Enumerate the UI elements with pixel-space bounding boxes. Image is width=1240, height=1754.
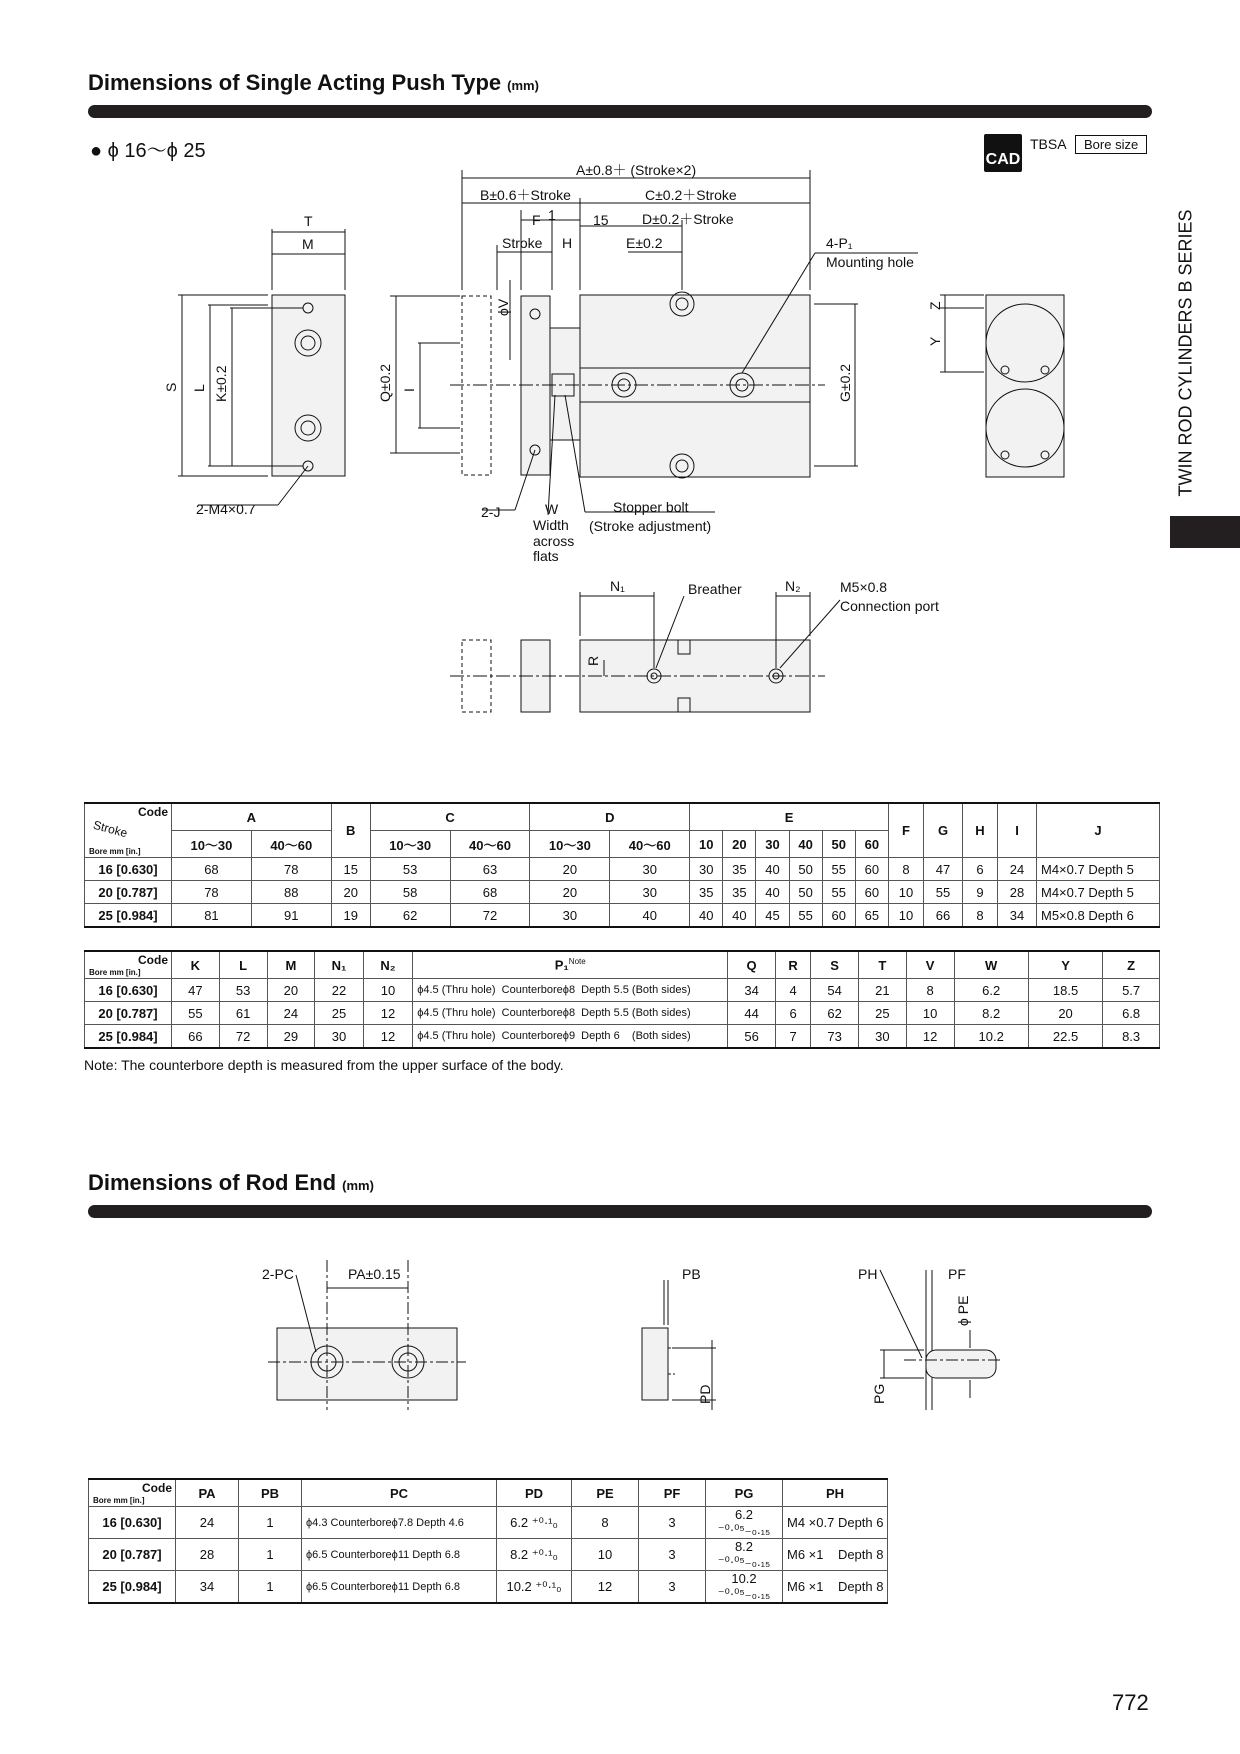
cell: 8 xyxy=(906,979,954,1002)
cad-badge-text: CAD xyxy=(985,151,1021,168)
col-pc: PC xyxy=(302,1479,497,1507)
cell: ϕ4.3 Counterboreϕ7.8 Depth 4.6 xyxy=(302,1507,497,1539)
section-title-text: Dimensions of Single Acting Push Type xyxy=(88,70,502,95)
table-row xyxy=(85,904,1160,928)
col-pf: PF xyxy=(639,1479,706,1507)
cell: 20 xyxy=(1028,1002,1102,1025)
label-pd: PD xyxy=(697,1384,713,1404)
label-mounting-hole: Mounting hole xyxy=(826,254,914,270)
cell: 16 [0.630] xyxy=(85,858,172,881)
cell: 3 xyxy=(639,1507,706,1539)
cell: 24 xyxy=(267,1002,315,1025)
cell: 54 xyxy=(811,979,859,1002)
corner-bore: Bore mm [in.] xyxy=(89,968,141,977)
table-row xyxy=(85,881,1160,904)
table2-corner xyxy=(85,951,172,979)
col-pg: PG xyxy=(706,1479,783,1507)
rod-end-table xyxy=(88,1478,888,1604)
corner-bore: Bore mm [in.] xyxy=(89,847,141,856)
col-s: S xyxy=(811,951,859,979)
corner-stroke: Stroke xyxy=(91,817,129,841)
col-a: A xyxy=(172,803,332,831)
sub-e50: 50 xyxy=(822,831,855,858)
cell: 73 xyxy=(811,1025,859,1049)
cell: 8.3 xyxy=(1103,1025,1160,1049)
cell: 45 xyxy=(756,904,789,928)
rod-end-drawing xyxy=(0,1240,1240,1440)
section-title-text: Dimensions of Rod End xyxy=(88,1170,337,1195)
label-k: K±0.2 xyxy=(213,365,229,402)
label-i: I xyxy=(401,388,417,392)
cell: M4×0.7 Depth 5 xyxy=(1037,858,1160,881)
cell: 20 xyxy=(530,881,610,904)
label-stroke-adjustment: (Stroke adjustment) xyxy=(589,518,712,534)
cell: 25 [0.984] xyxy=(85,904,172,928)
sub-c1: 10～30 xyxy=(370,831,450,858)
label-e: E±0.2 xyxy=(626,235,663,251)
cell: 34 xyxy=(176,1571,239,1604)
section-unit: (mm) xyxy=(507,78,539,93)
cell: 7 xyxy=(775,1025,810,1049)
sub-d1: 10～30 xyxy=(530,831,610,858)
label-r: R xyxy=(585,655,601,666)
cell: 50 xyxy=(789,881,822,904)
col-p1 xyxy=(413,951,728,979)
label-w: W xyxy=(545,501,559,517)
cell: 6.2 xyxy=(954,979,1028,1002)
cell: 4 xyxy=(775,979,810,1002)
cell: 6.2 ⁺⁰·¹₀ xyxy=(497,1507,572,1539)
cell: 30 xyxy=(690,858,723,881)
label-n1: N₁ xyxy=(610,578,625,594)
cell: 78 xyxy=(172,881,252,904)
table-row xyxy=(85,979,1160,1002)
col-c: C xyxy=(370,803,530,831)
col-l: L xyxy=(219,951,267,979)
label-c: C±0.2＋Stroke xyxy=(645,187,737,203)
table-row xyxy=(85,1025,1160,1049)
col-pd: PD xyxy=(497,1479,572,1507)
cell: 3 xyxy=(639,1539,706,1571)
cell: 62 xyxy=(811,1002,859,1025)
cell: 30 xyxy=(610,881,690,904)
label-j: 2-J xyxy=(481,504,501,520)
cell: 40 xyxy=(690,904,723,928)
cell: 62 xyxy=(370,904,450,928)
label-breather: Breather xyxy=(688,581,742,597)
cell: 61 xyxy=(219,1002,267,1025)
cell: 19 xyxy=(331,904,370,928)
cell: 34 xyxy=(998,904,1037,928)
cell: 88 xyxy=(251,881,331,904)
cell: 55 xyxy=(822,858,855,881)
cell: M6 ×1 Depth 8 xyxy=(783,1539,888,1571)
cell: 25 xyxy=(315,1002,363,1025)
page-number: 772 xyxy=(1112,1690,1149,1715)
cell: 10 xyxy=(906,1002,954,1025)
cell: 6 xyxy=(775,1002,810,1025)
col-f: F xyxy=(889,803,924,858)
cell: 47 xyxy=(172,979,220,1002)
table-row xyxy=(89,1507,888,1539)
cell: 3 xyxy=(639,1571,706,1604)
cell: 55 xyxy=(789,904,822,928)
section-unit: (mm) xyxy=(342,1178,374,1193)
label-connection-port: Connection port xyxy=(840,598,939,614)
cell: 25 [0.984] xyxy=(85,1025,172,1049)
col-i: I xyxy=(998,803,1037,858)
cell: 35 xyxy=(690,881,723,904)
col-h: H xyxy=(963,803,998,858)
label-y: Y xyxy=(927,336,943,346)
sub-e40: 40 xyxy=(789,831,822,858)
cell: 10 xyxy=(572,1539,639,1571)
cell: M5×0.8 Depth 6 xyxy=(1037,904,1160,928)
cell: 66 xyxy=(172,1025,220,1049)
cell: 16 [0.630] xyxy=(89,1507,176,1539)
cell: 35 xyxy=(723,858,756,881)
label-m4: 2-M4×0.7 xyxy=(196,501,256,517)
cell: M6 ×1 Depth 8 xyxy=(783,1571,888,1604)
label-one: 1 xyxy=(548,207,556,223)
cell: 20 [0.787] xyxy=(85,881,172,904)
cell: 6.2 ⁻⁰·⁰⁵₋₀.₁₅ xyxy=(706,1507,783,1539)
cell: 60 xyxy=(855,881,888,904)
col-n1: N₁ xyxy=(315,951,363,979)
cell: 55 xyxy=(822,881,855,904)
label-f: F xyxy=(532,212,541,228)
cell: 24 xyxy=(998,858,1037,881)
table-row xyxy=(89,1539,888,1571)
cell: 20 xyxy=(331,881,370,904)
col-pa: PA xyxy=(176,1479,239,1507)
col-w: W xyxy=(954,951,1028,979)
cell: 68 xyxy=(172,858,252,881)
cell: 24 xyxy=(176,1507,239,1539)
label-z: Z xyxy=(927,301,943,310)
cell: M4 ×0.7 Depth 6 xyxy=(783,1507,888,1539)
table1-corner xyxy=(85,803,172,858)
p1-note: Note xyxy=(568,957,586,967)
table-row xyxy=(85,1002,1160,1025)
sub-e20: 20 xyxy=(723,831,756,858)
cell: 30 xyxy=(610,858,690,881)
label-b: B±0.6＋Stroke xyxy=(480,187,571,203)
section-title-rod-end xyxy=(88,1170,374,1196)
sub-a2: 40～60 xyxy=(251,831,331,858)
col-ph: PH xyxy=(783,1479,888,1507)
col-m: M xyxy=(267,951,315,979)
label-p1: 4-P₁ xyxy=(826,235,853,251)
cell: 72 xyxy=(219,1025,267,1049)
cell: 18.5 xyxy=(1028,979,1102,1002)
sub-d2: 40～60 xyxy=(610,831,690,858)
section-rule xyxy=(88,1205,1152,1218)
cell: ϕ4.5 (Thru hole) Counterboreϕ8 Depth 5.5 (Both sides) xyxy=(413,979,728,1002)
cell: 10.2 ⁺⁰·¹₀ xyxy=(497,1571,572,1604)
label-across: across xyxy=(533,533,575,549)
cell: 20 xyxy=(267,979,315,1002)
cell: 56 xyxy=(728,1025,776,1049)
cell: 20 [0.787] xyxy=(89,1539,176,1571)
cell: 10 xyxy=(363,979,412,1002)
cell: M4×0.7 Depth 5 xyxy=(1037,881,1160,904)
label-l: L xyxy=(191,384,207,392)
label-m: M xyxy=(302,236,314,252)
cell: 72 xyxy=(450,904,530,928)
cell: 30 xyxy=(859,1025,907,1049)
sub-e10: 10 xyxy=(690,831,723,858)
cell: 91 xyxy=(251,904,331,928)
cell: 58 xyxy=(370,881,450,904)
cell: 20 [0.787] xyxy=(85,1002,172,1025)
cell: 20 xyxy=(530,858,610,881)
cell: 12 xyxy=(363,1025,412,1049)
cell: 68 xyxy=(450,881,530,904)
col-j: J xyxy=(1037,803,1160,858)
label-pe: ϕ PE xyxy=(955,1295,971,1326)
cell: 34 xyxy=(728,979,776,1002)
cell: 47 xyxy=(924,858,963,881)
cell: 40 xyxy=(610,904,690,928)
label-t: T xyxy=(304,213,313,229)
label-d: D±0.2＋Stroke xyxy=(642,211,734,227)
cell: 10 xyxy=(889,904,924,928)
cell: 16 [0.630] xyxy=(85,979,172,1002)
col-k: K xyxy=(172,951,220,979)
table-note: Note: The counterbore depth is measured from the upper surface of the body. xyxy=(84,1057,564,1073)
col-pe: PE xyxy=(572,1479,639,1507)
cell: ϕ6.5 Counterboreϕ11 Depth 6.8 xyxy=(302,1571,497,1604)
sub-e60: 60 xyxy=(855,831,888,858)
cell: ϕ4.5 (Thru hole) Counterboreϕ8 Depth 5.5 (Both sides) xyxy=(413,1002,728,1025)
cell: 66 xyxy=(924,904,963,928)
col-q: Q xyxy=(728,951,776,979)
label-pc: 2-PC xyxy=(262,1266,294,1282)
dimensions-table-1 xyxy=(84,802,1160,928)
cell: 40 xyxy=(723,904,756,928)
label-g: G±0.2 xyxy=(837,363,853,402)
bore-range-text: ϕ 16～ϕ 25 xyxy=(107,140,206,162)
col-p1-text: P₁ xyxy=(554,957,569,973)
series-side-label-text: TWIN ROD CYLINDERS B SERIES xyxy=(1175,209,1196,497)
sub-c2: 40～60 xyxy=(450,831,530,858)
label-h: H xyxy=(562,235,573,251)
cell: 9 xyxy=(963,881,998,904)
cell: 53 xyxy=(370,858,450,881)
cell: 21 xyxy=(859,979,907,1002)
dimensions-table-2 xyxy=(84,950,1160,1049)
cell: 6.8 xyxy=(1103,1002,1160,1025)
col-y: Y xyxy=(1028,951,1102,979)
cell: 8.2 xyxy=(954,1002,1028,1025)
cell: 28 xyxy=(998,881,1037,904)
cell: 8.2 ⁺⁰·¹₀ xyxy=(497,1539,572,1571)
bore-size-box: Bore size xyxy=(1075,135,1147,154)
cell: 53 xyxy=(219,979,267,1002)
label-fifteen: 15 xyxy=(593,212,609,228)
corner-code: Code xyxy=(142,1481,172,1495)
col-n2: N₂ xyxy=(363,951,412,979)
col-v: V xyxy=(906,951,954,979)
col-z: Z xyxy=(1103,951,1160,979)
label-flats: flats xyxy=(533,548,559,564)
cell: 15 xyxy=(331,858,370,881)
cell: 8.2 ⁻⁰·⁰⁵₋₀.₁₅ xyxy=(706,1539,783,1571)
sub-e30: 30 xyxy=(756,831,789,858)
bullet-icon: ● xyxy=(90,140,103,162)
cell: 1 xyxy=(239,1571,302,1604)
corner-code: Code xyxy=(138,953,168,967)
label-pb: PB xyxy=(682,1266,701,1282)
label-a: A±0.8＋ (Stroke×2) xyxy=(576,162,697,178)
col-g: G xyxy=(924,803,963,858)
cell: 35 xyxy=(723,881,756,904)
label-q: Q±0.2 xyxy=(377,363,393,402)
col-pb: PB xyxy=(239,1479,302,1507)
label-pa: PA±0.15 xyxy=(348,1266,401,1282)
cell: 78 xyxy=(251,858,331,881)
label-ph: PH xyxy=(858,1266,878,1282)
cell: 50 xyxy=(789,858,822,881)
cell: 5.7 xyxy=(1103,979,1160,1002)
table-row xyxy=(85,858,1160,881)
cell: ϕ6.5 Counterboreϕ11 Depth 6.8 xyxy=(302,1539,497,1571)
label-n2: N₂ xyxy=(785,578,801,594)
table-row xyxy=(89,1571,888,1604)
col-e: E xyxy=(690,803,889,831)
col-r: R xyxy=(775,951,810,979)
label-stopper-bolt: Stopper bolt xyxy=(613,499,689,515)
cell: 55 xyxy=(172,1002,220,1025)
label-pg: PG xyxy=(871,1383,887,1404)
corner-code: Code xyxy=(138,805,168,819)
cell: 60 xyxy=(822,904,855,928)
cylinder-drawing xyxy=(0,0,1240,730)
cell: 6 xyxy=(963,858,998,881)
col-b: B xyxy=(331,803,370,858)
cell: 55 xyxy=(924,881,963,904)
cell: ϕ4.5 (Thru hole) Counterboreϕ9 Depth 6 (Both sides) xyxy=(413,1025,728,1049)
model-code: TBSA xyxy=(1030,136,1067,152)
cell: 22.5 xyxy=(1028,1025,1102,1049)
corner-bore: Bore mm [in.] xyxy=(93,1496,145,1505)
cell: 10.2 xyxy=(954,1025,1028,1049)
cell: 22 xyxy=(315,979,363,1002)
cell: 60 xyxy=(855,858,888,881)
cell: 12 xyxy=(572,1571,639,1604)
cell: 30 xyxy=(315,1025,363,1049)
label-pf: PF xyxy=(948,1266,966,1282)
cell: 1 xyxy=(239,1539,302,1571)
cell: 81 xyxy=(172,904,252,928)
label-m5: M5×0.8 xyxy=(840,579,888,595)
label-v: ϕV xyxy=(495,298,511,316)
cell: 63 xyxy=(450,858,530,881)
cell: 8 xyxy=(572,1507,639,1539)
sub-a1: 10～30 xyxy=(172,831,252,858)
cell: 25 xyxy=(859,1002,907,1025)
cell: 8 xyxy=(889,858,924,881)
cell: 40 xyxy=(756,858,789,881)
cell: 8 xyxy=(963,904,998,928)
cell: 30 xyxy=(530,904,610,928)
cell: 40 xyxy=(756,881,789,904)
label-s: S xyxy=(163,382,179,392)
cell: 28 xyxy=(176,1539,239,1571)
cell: 12 xyxy=(363,1002,412,1025)
label-stroke: Stroke xyxy=(502,235,543,251)
cell: 65 xyxy=(855,904,888,928)
col-d: D xyxy=(530,803,690,831)
col-t: T xyxy=(859,951,907,979)
cell: 1 xyxy=(239,1507,302,1539)
cell: 12 xyxy=(906,1025,954,1049)
label-width: Width xyxy=(533,517,569,533)
cell: 44 xyxy=(728,1002,776,1025)
cell: 29 xyxy=(267,1025,315,1049)
cell: 10 xyxy=(889,881,924,904)
cell: 25 [0.984] xyxy=(89,1571,176,1604)
cell: 10.2 ⁻⁰·⁰⁵₋₀.₁₅ xyxy=(706,1571,783,1604)
table3-corner xyxy=(89,1479,176,1507)
